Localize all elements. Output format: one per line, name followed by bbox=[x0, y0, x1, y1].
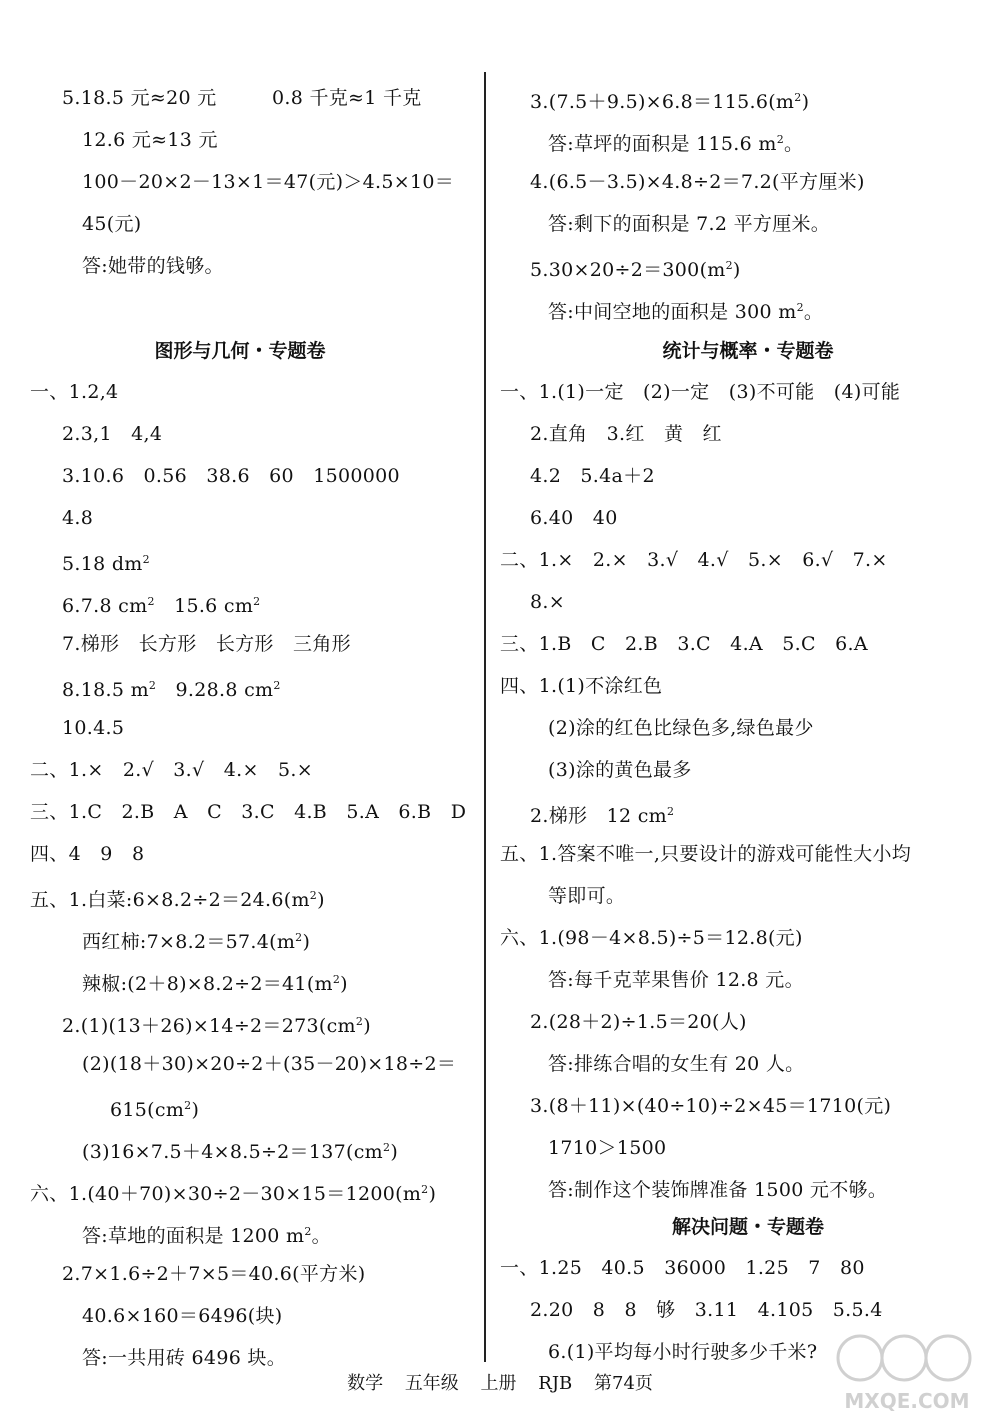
answer-line: 西红柿$:7\times 8.2=57.4(m^2)$ bbox=[82, 931, 311, 953]
column-divider bbox=[484, 72, 486, 1362]
answer-line: 40.6×160＝6496(块) bbox=[82, 1305, 283, 1327]
answer-line: 2.7×1.6÷2＋7×5＝40.6(平方米) bbox=[62, 1263, 366, 1285]
watermark-text: MXQE.COM bbox=[844, 1389, 970, 1413]
answer-line: 三、1.C 2.B A C 3.C 4.B 5.A 6.B D bbox=[30, 801, 467, 823]
answer-line: 四、1.(1)不涂红色 bbox=[500, 675, 663, 697]
answer-line: 二、1.× 2.× 3.√ 4.√ 5.× 6.√ 7.× bbox=[500, 549, 888, 571]
answer-line: $(3)16\times 7.5+4\times 8.5\div 2=137(cm^2)$ bbox=[82, 1141, 399, 1163]
answer-line: 4.8 bbox=[62, 507, 94, 529]
answer-line: 答:排练合唱的女生有 20 人。 bbox=[548, 1053, 805, 1075]
answer-line: 一、1.25 40.5 36000 1.25 7 80 bbox=[500, 1257, 865, 1279]
footer-edition: RJB bbox=[538, 1373, 573, 1394]
answer-line: 答:每千克苹果售价 12.8 元。 bbox=[548, 969, 804, 991]
answer-line: (3)涂的黄色最多 bbox=[548, 759, 692, 781]
answer-line: 四、4 9 8 bbox=[30, 843, 145, 865]
answer-line: (2)涂的红色比绿色多,绿色最少 bbox=[548, 717, 814, 739]
answer-line: 7.梯形 长方形 长方形 三角形 bbox=[62, 633, 351, 655]
footer-volume: 上册 bbox=[480, 1373, 517, 1394]
footer-grade: 五年级 bbox=[404, 1373, 459, 1394]
answer-line: 答:草地的面积是 1200 $m^2$。 bbox=[82, 1225, 331, 1247]
answer-line: 答:制作这个装饰牌准备 1500 元不够。 bbox=[548, 1179, 888, 1201]
answer-line: 二、1.× 2.√ 3.√ 4.× 5.× bbox=[30, 759, 313, 781]
answer-line: 五、1.白菜$:6\times 8.2\div 2=24.6(m^2)$ bbox=[30, 889, 325, 911]
answer-line: 一、1.(1)一定 (2)一定 (3)不可能 (4)可能 bbox=[500, 381, 901, 403]
answer-line: 4.2 5.4a＋2 bbox=[530, 465, 655, 487]
answer-line: 五、1.答案不唯一,只要设计的游戏可能性大小均 bbox=[500, 843, 912, 865]
answer-line: 一、1.2,4 bbox=[30, 381, 119, 403]
answer-line: 4.(6.5－3.5)×4.8÷2＝7.2(平方厘米) bbox=[530, 171, 865, 193]
answer-line: 2.梯形 12 $cm^2$ bbox=[530, 805, 675, 827]
answer-line: 6.7.8 $cm^2$ 15.6 $cm^2$ bbox=[62, 595, 261, 617]
answer-line: 8.18.5 $m^2$ 9.28.8 $cm^2$ bbox=[62, 679, 281, 701]
section-heading: 统计与概率・专题卷 bbox=[662, 340, 834, 362]
answer-line: 45(元) bbox=[82, 213, 142, 235]
answer-line: 答:草坪的面积是 115.6 $m^2$。 bbox=[548, 133, 804, 155]
answer-line: 答:中间空地的面积是 300 $m^2$。 bbox=[548, 301, 824, 323]
footer-subject: 数学 bbox=[347, 1373, 384, 1394]
answer-line: 5.18.5 元≈20 元 bbox=[62, 87, 217, 109]
answer-line: 六、$1.(40+70)\times 30\div 2-30\times 15=1200(m^2)$ bbox=[30, 1183, 437, 1205]
answer-line: 辣椒$:(2+8)\times 8.2\div 2=41(m^2)$ bbox=[82, 973, 348, 995]
watermark-logo-icon bbox=[832, 1330, 982, 1416]
answer-line: 答:一共用砖 6496 块。 bbox=[82, 1347, 287, 1369]
answer-line: 6.40 40 bbox=[530, 507, 618, 529]
answer-line: 100－20×2－13×1＝47(元)＞4.5×10＝ bbox=[82, 171, 455, 193]
answer-line: $5.30\times 20\div 2=300(m^2)$ bbox=[530, 259, 741, 281]
answer-line: 2.(28＋2)÷1.5＝20(人) bbox=[530, 1011, 747, 1033]
answer-line: 0.8 千克≈1 千克 bbox=[272, 87, 422, 109]
answer-line: 10.4.5 bbox=[62, 717, 125, 739]
answer-line: 2.20 8 8 够 3.11 4.105 5.5.4 bbox=[530, 1299, 883, 1321]
footer-page-number: 第74页 bbox=[594, 1373, 653, 1394]
answer-line: 1710＞1500 bbox=[548, 1137, 667, 1159]
answer-line: 12.6 元≈13 元 bbox=[82, 129, 218, 151]
answer-line: 8.× bbox=[530, 591, 565, 613]
answer-line: 6.(1)平均每小时行驶多少千米? bbox=[548, 1341, 818, 1363]
answer-line: (2)(18＋30)×20÷2＋(35－20)×18÷2＝ bbox=[82, 1053, 457, 1075]
answer-line: 三、1.B C 2.B 3.C 4.A 5.C 6.A bbox=[500, 633, 868, 655]
answer-line: 答:剩下的面积是 7.2 平方厘米。 bbox=[548, 213, 831, 235]
answer-line: $3.(7.5+9.5)\times 6.8=115.6(m^2)$ bbox=[530, 91, 810, 113]
answer-line: 答:她带的钱够。 bbox=[82, 255, 224, 277]
answer-line: 等即可。 bbox=[548, 885, 626, 907]
answer-line: 5.18 $dm^2$ bbox=[62, 553, 150, 575]
answer-line: 2.直角 3.红 黄 红 bbox=[530, 423, 722, 445]
answer-line: 六、1.(98－4×8.5)÷5＝12.8(元) bbox=[500, 927, 803, 949]
answer-line: $2.(1)(13+26)\times 14\div 2=273(cm^2)$ bbox=[62, 1015, 371, 1037]
answer-line: 3.10.6 0.56 38.6 60 1500000 bbox=[62, 465, 400, 487]
section-heading: 图形与几何・专题卷 bbox=[154, 340, 326, 362]
section-heading: 解决问题・专题卷 bbox=[671, 1216, 824, 1238]
answer-line: 2.3,1 4,4 bbox=[62, 423, 163, 445]
answer-line: 3.(8＋11)×(40÷10)÷2×45＝1710(元) bbox=[530, 1095, 892, 1117]
answer-line: $615(cm^2)$ bbox=[110, 1099, 200, 1121]
